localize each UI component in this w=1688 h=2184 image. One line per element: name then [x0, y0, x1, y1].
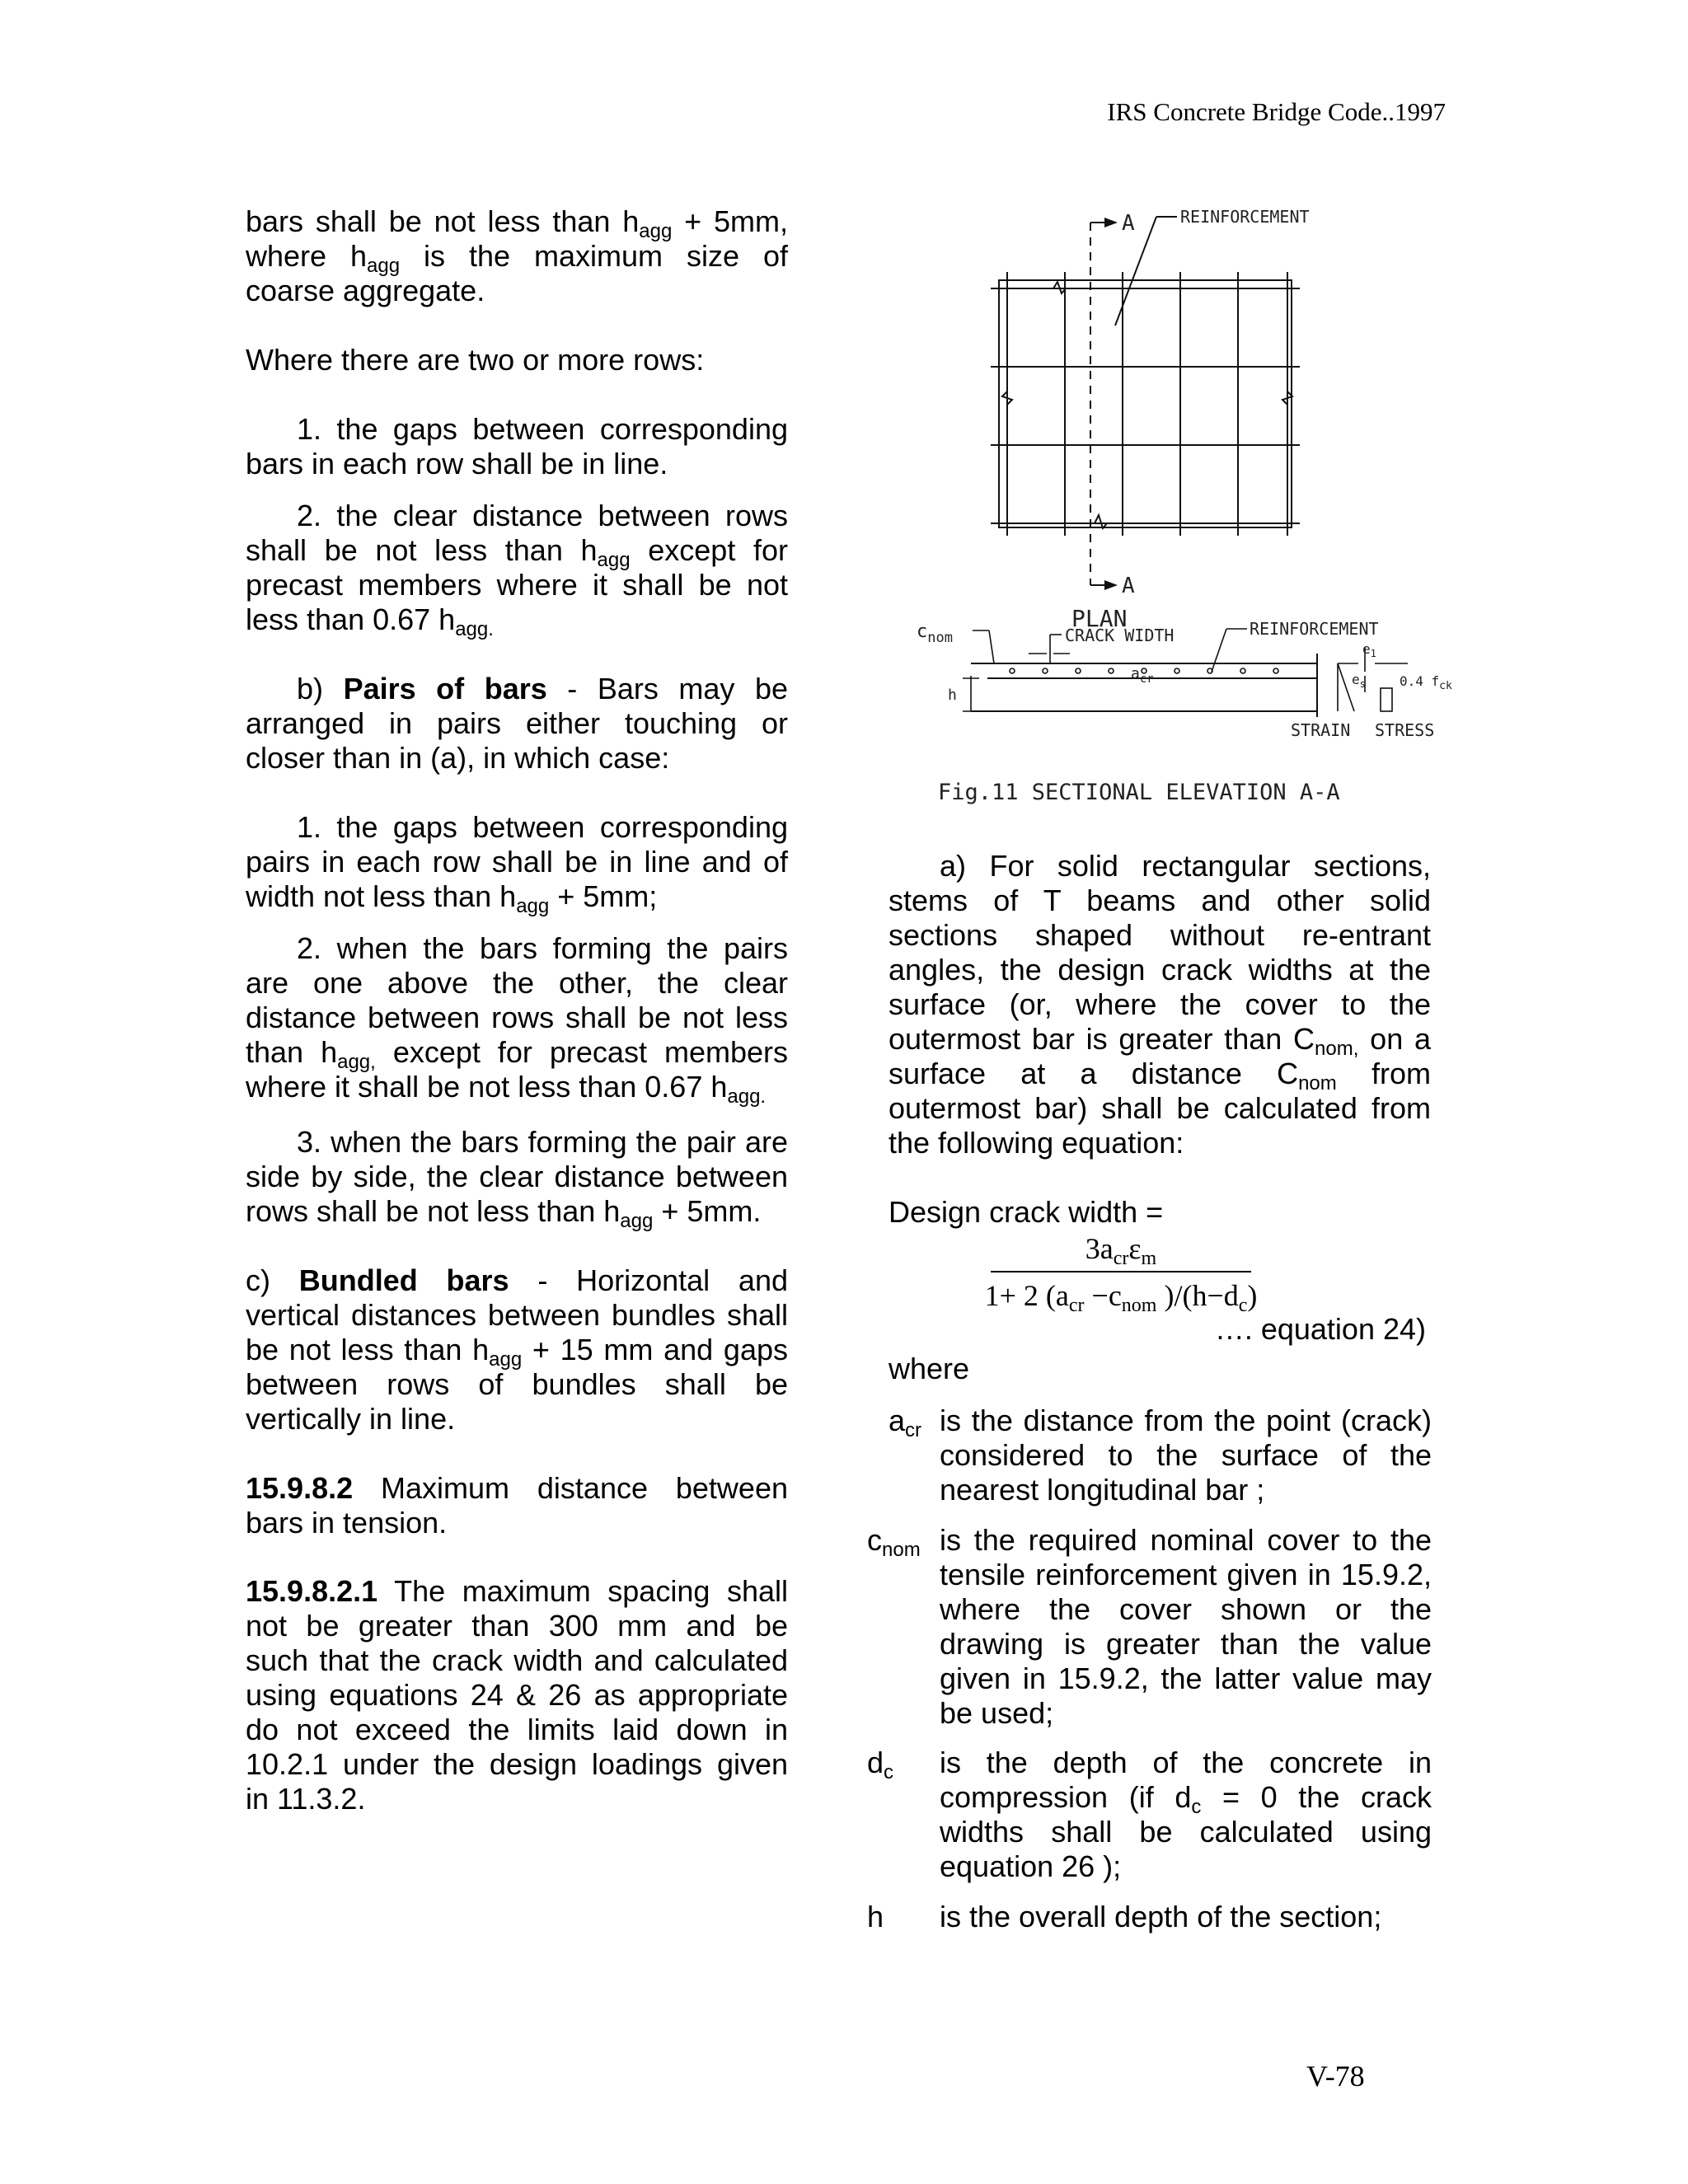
def-h-symbol: h [867, 1900, 884, 1933]
paragraph-hagg-line-2: where $h_{agg}$ is the maximum size of [246, 239, 788, 277]
reinforcement-label: REINFORCEMENT [1180, 207, 1310, 227]
bundled-bars-heading: Bundled bars [298, 1263, 509, 1297]
svg-text:es: $e_s$ [1352, 672, 1366, 690]
def-dc-symbol: $d_c$ [867, 1746, 894, 1783]
page-header: IRS Concrete Bridge Code..1997 [1107, 97, 1446, 126]
left-column [246, 204, 788, 308]
section-15-9-8-2-1: 15.9.8.2.1 The maximum spacing shall not be greater than 300 mm and be such that the crack width and calculated using equations 24 & 26 as appropriate do not exceed the limits laid down in 10.2.1 under the design loadings given in 11.3.2. [246, 1574, 788, 1816]
section-number: 15.9.8.2.1 [246, 1574, 378, 1608]
strain-label: STRAIN [1291, 720, 1351, 740]
pairs-of-bars-paragraph: b) Pairs of bars - Bars may be arranged in pairs either touching or closer than in (a), in which case: [246, 672, 788, 775]
svg-text:acr: $a_{cr}$ [1131, 665, 1154, 686]
design-crack-width-label: Design crack width = [889, 1195, 1164, 1229]
figure-caption: Fig.11 SECTIONAL ELEVATION A-A [938, 780, 1340, 805]
stress-label: STRESS [1375, 720, 1435, 740]
bundled-bars-paragraph: c) Bundled bars - Horizontal and vertical distances between bundles shall be not less than $h_{agg} + 15$ mm and gaps between rows of bundles shall be vertically in line. [246, 1263, 788, 1436]
section-line-a-a [1090, 223, 1111, 585]
section-15-9-8-2: 15.9.8.2 Maximum distance between bars in tension. [246, 1471, 788, 1540]
def-dc-text: is the depth of the concrete in compression (if $d_c = 0$ the crack widths shall be calculated using equation 26 ); [940, 1746, 1432, 1883]
section-arrow-bottom [1104, 580, 1118, 590]
def-h-text: is the overall depth of the section; [940, 1900, 1382, 1933]
def-cnom-symbol: $c_{nom}$ [867, 1523, 921, 1561]
equation-denominator: 1+ 2 ($a_{cr} -c_{nom}$ )$/(h-d_c)$ [984, 1279, 1258, 1316]
rows-item-2: 2. the clear distance between rows shall be not less than $h_{agg}$ except for precast members where it shall be not less than 0.67 $h_{agg.}$ [246, 499, 788, 640]
page-number: V-78 [1306, 2060, 1365, 2093]
elevation-leaders [963, 629, 1408, 711]
def-acr-symbol: $a_{cr}$ [889, 1404, 922, 1441]
rows-intro: Where there are two or more rows: [246, 343, 705, 377]
pairs-of-bars-heading: Pairs of bars [343, 672, 547, 705]
fig-11-diagram [913, 202, 1465, 816]
para-solid-sections: a) For solid rectangular sections, stems of T beams and other solid sections shaped without re-entrant angles, the design crack widths at the surface (or, where the cover to the outermost bar is greater than $C_{nom,}$ on a surface at a distance $C_{nom}$ from outermost bar) shall be calculated from the following equation: [889, 849, 1431, 1160]
equation-numerator: $3a_{cr}\varepsilon_m$ [1085, 1232, 1157, 1269]
plan-grid [991, 272, 1300, 536]
where-label: where [889, 1352, 970, 1385]
section-mark-top: A [1122, 211, 1135, 236]
def-cnom-text: is the required nominal cover to the tensile reinforcement given in 15.9.2, where the cover shown or the drawing is greater than the value given in 15.9.2, the latter value may be used; [940, 1523, 1432, 1730]
section-number: 15.9.8.2 [246, 1471, 354, 1505]
svg-text:cnom: $c_{nom}$ [917, 621, 953, 646]
section-arrow-top [1104, 218, 1118, 227]
plan-label: PLAN [1071, 605, 1128, 632]
def-acr-text: is the distance from the point (crack) considered to the surface of the nearest longitudinal bar ; [940, 1404, 1432, 1507]
paragraph-hagg-line-1: bars shall be not less than $h_{agg} + 5mm$, [246, 204, 788, 242]
section-mark-bottom: A [1122, 574, 1135, 598]
svg-text:0.4 fck: 0.4 $f_{ck}$ [1400, 673, 1452, 692]
pairs-item-2: 2. when the bars forming the pairs are one above the other, the clear distance between rows shall be not less than $h_{agg,}$ except for precast members where it shall be not less than 0.67 $h_{agg.}$ [246, 931, 788, 1108]
equation-label: …. equation 24) [1214, 1312, 1426, 1346]
reinforcement-elevation-label: REINFORCEMENT [1250, 619, 1379, 639]
crack-width-label: CRACK WIDTH [1065, 626, 1175, 645]
depth-label: h [948, 687, 957, 704]
svg-text:e1: $e_1$ [1362, 641, 1376, 659]
equation-fraction-bar [991, 1271, 1251, 1272]
rows-item-1: 1. the gaps between corresponding bars in each row shall be in line. [246, 412, 788, 480]
break-marks [1002, 282, 1292, 528]
pairs-item-3: 3. when the bars forming the pair are side by side, the clear distance between rows shall be not less than $h_{agg} + 5mm$. [246, 1125, 788, 1232]
paragraph-hagg-line-3: coarse aggregate. [246, 274, 485, 307]
pairs-item-1: 1. the gaps between corresponding pairs in each row shall be in line and of width not less than $h_{agg} + 5mm$; [246, 810, 788, 917]
